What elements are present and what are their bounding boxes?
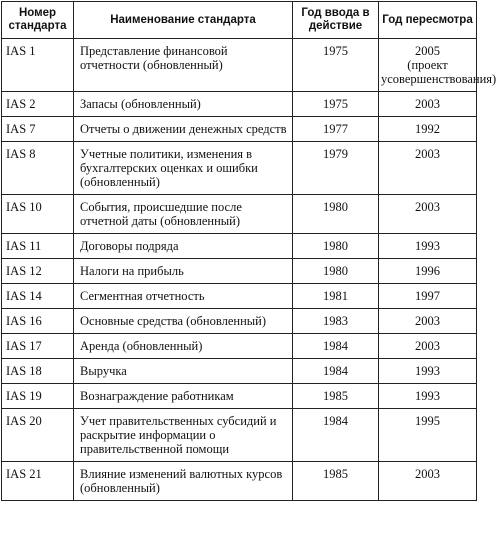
cell-year-revision: 1992 [379, 117, 477, 142]
cell-number: IAS 16 [2, 309, 74, 334]
cell-year-effective: 1979 [293, 142, 379, 195]
cell-number: IAS 19 [2, 384, 74, 409]
cell-year-revision: 2003 [379, 309, 477, 334]
cell-year-effective: 1980 [293, 234, 379, 259]
table-row [2, 409, 477, 462]
cell-year-effective: 1983 [293, 309, 379, 334]
table-row [2, 92, 477, 117]
cell-name: Запасы (обновленный) [74, 92, 293, 117]
cell-year-effective: 1985 [293, 462, 379, 501]
table-row [2, 39, 477, 92]
cell-year-effective: 1980 [293, 195, 379, 234]
cell-year-revision: 1996 [379, 259, 477, 284]
revision-year: 2005 [415, 44, 440, 58]
cell-year-revision: 2003 [379, 462, 477, 501]
header-number: Номер стандарта [2, 2, 74, 39]
cell-year-revision: 2003 [379, 334, 477, 359]
cell-year-revision: 2003 [379, 142, 477, 195]
cell-number: IAS 12 [2, 259, 74, 284]
table-row [2, 384, 477, 409]
cell-number: IAS 10 [2, 195, 74, 234]
header-name: Наименование стандарта [74, 2, 293, 39]
document-page [1, 1, 496, 501]
cell-year-revision: 1997 [379, 284, 477, 309]
table-row [2, 142, 477, 195]
table-row [2, 359, 477, 384]
cell-number: IAS 2 [2, 92, 74, 117]
cell-number: IAS 11 [2, 234, 74, 259]
cell-year-effective: 1981 [293, 284, 379, 309]
cell-name: Представление финансовой отчетности (обновленный) [74, 39, 293, 92]
cell-name: События, происшедшие после отчетной даты (обновленный) [74, 195, 293, 234]
table-row [2, 334, 477, 359]
header-year-revision: Год пересмотра [379, 2, 477, 39]
cell-name: Влияние изменений валютных курсов (обновленный) [74, 462, 293, 501]
cell-number: IAS 18 [2, 359, 74, 384]
cell-year-revision: 1993 [379, 359, 477, 384]
cell-number: IAS 7 [2, 117, 74, 142]
table-row [2, 284, 477, 309]
cell-year-revision [379, 39, 496, 92]
cell-year-revision: 1995 [379, 409, 477, 462]
cell-number: IAS 21 [2, 462, 74, 501]
cell-year-effective: 1984 [293, 409, 379, 462]
table-header [2, 2, 477, 39]
cell-number: IAS 1 [2, 39, 74, 92]
cell-name: Учет правительственных субсидий и раскрытие информации о правительственной помощи [74, 409, 293, 462]
cell-name: Договоры подряда [74, 234, 293, 259]
cell-year-effective: 1984 [293, 359, 379, 384]
cell-name: Аренда (обновленный) [74, 334, 293, 359]
table-row [2, 234, 477, 259]
cell-name: Вознаграждение работникам [74, 384, 293, 409]
cell-year-revision: 1993 [379, 234, 477, 259]
cell-name: Основные средства (обновленный) [74, 309, 293, 334]
table-row [2, 117, 477, 142]
cell-name: Отчеты о движении денежных средств [74, 117, 293, 142]
cell-name: Учетные политики, изменения в бухгалтерских оценках и ошибки (обновленный) [74, 142, 293, 195]
table-row [2, 195, 477, 234]
table-row [2, 309, 477, 334]
cell-year-effective: 1977 [293, 117, 379, 142]
table-body [2, 39, 496, 501]
cell-year-revision: 2003 [379, 92, 477, 117]
cell-year-effective: 1980 [293, 259, 379, 284]
standards-table [1, 1, 496, 501]
cell-year-revision: 2003 [379, 195, 477, 234]
header-row [2, 2, 477, 39]
header-year-effective: Год ввода в действие [293, 2, 379, 39]
cell-year-effective: 1975 [293, 39, 379, 92]
cell-year-effective: 1984 [293, 334, 379, 359]
cell-number: IAS 14 [2, 284, 74, 309]
cell-year-effective: 1985 [293, 384, 379, 409]
cell-name: Налоги на прибыль [74, 259, 293, 284]
cell-number: IAS 17 [2, 334, 74, 359]
cell-number: IAS 20 [2, 409, 74, 462]
table-row [2, 259, 477, 284]
cell-name: Сегментная отчетность [74, 284, 293, 309]
cell-name: Выручка [74, 359, 293, 384]
revision-note: (проект усовершенствования) [381, 58, 496, 86]
table-row [2, 462, 477, 501]
cell-year-effective: 1975 [293, 92, 379, 117]
cell-year-revision: 1993 [379, 384, 477, 409]
cell-number: IAS 8 [2, 142, 74, 195]
